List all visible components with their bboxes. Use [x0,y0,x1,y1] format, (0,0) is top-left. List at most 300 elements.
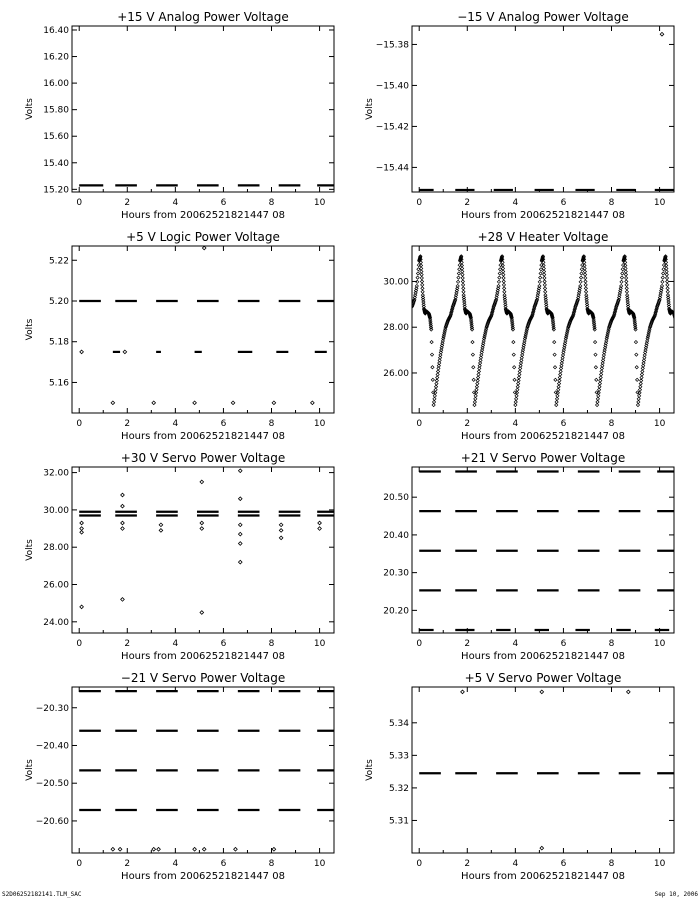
data-point [666,290,669,293]
y-tick-label: −20.60 [35,816,69,827]
chart-title: +5 V Servo Power Voltage [464,671,622,685]
data-point [683,359,686,362]
chart-title: −15 V Analog Power Voltage [457,10,629,24]
data-point [497,280,500,283]
data-point [456,280,459,283]
x-tick-label: 4 [172,419,179,429]
data-layer [419,472,674,630]
x-tick-label: 6 [220,198,227,208]
data-point [121,493,125,497]
data-point [80,605,84,609]
data-point [474,394,477,397]
y-tick-label: 28.00 [43,543,69,554]
data-point [111,401,115,405]
x-tick-label: 6 [560,198,567,208]
data-point [420,273,423,276]
data-point [557,382,560,385]
data-point [553,353,556,356]
data-point [688,333,691,336]
data-point [660,32,664,36]
data-point [434,388,437,391]
y-tick-label: −15.40 [375,81,409,92]
data-point [543,287,546,290]
data-point [498,276,501,279]
data-point [579,280,582,283]
x-tick-label: 6 [560,859,567,869]
y-axis-label: Volts [25,759,35,781]
data-point [80,350,84,354]
data-point [584,287,587,290]
data-point [473,403,476,406]
data-point [665,276,668,279]
y-tick-label: 5.33 [388,751,409,762]
y-tick-label: 5.18 [48,337,69,348]
data-point [634,340,637,343]
x-tick-label: 2 [464,419,471,429]
x-axis-label: Hours from 20062521821447 08 [461,871,625,882]
data-point [311,401,315,405]
data-point [421,283,424,286]
data-point [695,311,698,314]
data-point [553,366,556,369]
y-tick-label: 20.50 [383,493,409,504]
data-point [696,307,699,310]
data-point [476,379,479,382]
x-tick-label: 0 [416,639,423,649]
data-point [696,308,699,311]
data-point [544,290,547,293]
data-point [555,397,558,400]
data-point [416,280,419,283]
data-point [436,373,439,376]
data-point [557,388,560,391]
x-tick-label: 8 [608,198,615,208]
x-tick-label: 10 [653,419,666,429]
x-tick-label: 0 [416,198,423,208]
y-tick-label: −20.50 [35,779,69,790]
data-point [430,353,433,356]
data-point [200,527,204,531]
data-point [640,373,643,376]
data-point [159,523,163,527]
data-layer [419,32,674,190]
data-point [502,283,505,286]
data-point [679,391,682,394]
data-point [436,376,439,379]
data-point [687,337,690,340]
x-tick-label: 4 [512,419,519,429]
data-point [635,366,638,369]
x-tick-label: 4 [172,859,179,869]
data-point [638,388,641,391]
data-point [461,283,464,286]
x-tick-label: 10 [313,198,326,208]
x-tick-label: 8 [608,859,615,869]
data-point [517,379,520,382]
data-point [599,379,602,382]
data-point [598,385,601,388]
data-point [554,378,557,381]
data-point [518,370,521,373]
data-point [475,385,478,388]
data-point [318,527,322,531]
data-point [681,373,684,376]
y-tick-label: 5.34 [388,718,409,729]
x-axis-label: Hours from 20062521821447 08 [121,431,285,442]
data-point [624,273,627,276]
data-point [559,370,562,373]
x-tick-label: 0 [416,419,423,429]
plot-frame [72,26,334,192]
data-point [416,272,419,275]
y-tick-label: −15.38 [375,40,409,51]
plot-frame [412,687,674,853]
data-point [80,521,84,525]
x-axis-label: Hours from 20062521821447 08 [121,871,285,882]
data-point [433,397,436,400]
y-tick-label: −15.42 [375,122,409,133]
y-tick-label: 26.00 [43,580,69,591]
y-tick-label: 5.16 [48,378,69,389]
data-point [640,376,643,379]
data-point [678,400,681,403]
data-point [593,340,596,343]
data-point [686,342,689,345]
data-point [272,401,276,405]
data-point [640,379,643,382]
data-point [620,276,623,279]
data-point [111,847,115,851]
data-point [462,290,465,293]
data-point [503,287,506,290]
x-tick-label: 4 [172,639,179,649]
data-point [159,529,163,533]
data-layer [419,690,674,850]
data-point [661,280,664,283]
data-point [457,276,460,279]
data-point [579,276,582,279]
data-point [202,847,206,851]
y-tick-label: 15.80 [43,105,69,116]
data-point [502,276,505,279]
data-point [234,847,238,851]
x-tick-label: 10 [313,419,326,429]
data-point [637,397,640,400]
data-point [279,523,283,527]
chart-panel [365,10,674,221]
data-point [681,376,684,379]
data-layer [79,246,334,404]
data-point [193,401,197,405]
y-tick-label: 5.32 [388,783,409,794]
x-tick-label: 2 [124,198,131,208]
x-tick-label: 8 [268,859,275,869]
data-point [432,403,435,406]
data-point [152,401,156,405]
data-point [200,480,204,484]
chart-title: +30 V Servo Power Voltage [120,451,286,465]
data-point [584,276,587,279]
data-point [665,273,668,276]
plot-frame [412,26,674,192]
data-point [538,280,541,283]
data-point [121,598,125,602]
data-point [556,394,559,397]
data-point [272,847,276,851]
y-tick-label: −15.44 [375,163,409,174]
x-axis-label: Hours from 20062521821447 08 [121,651,285,662]
data-point [625,287,628,290]
data-point [691,320,694,323]
data-point [597,388,600,391]
x-tick-label: 4 [512,639,519,649]
data-point [595,378,598,381]
data-point [596,397,599,400]
data-point [625,276,628,279]
chart-panel [25,230,334,442]
data-point [677,403,680,406]
data-point [502,273,505,276]
data-point [513,378,516,381]
data-point [200,611,204,615]
data-point [680,385,683,388]
data-point [682,367,685,370]
data-point [80,527,84,531]
data-point [193,847,197,851]
data-point [543,283,546,286]
data-point [457,272,460,275]
data-point [685,346,688,349]
data-point [584,290,587,293]
data-point [502,280,505,283]
data-point [516,385,519,388]
data-point [584,283,587,286]
data-point [476,382,479,385]
x-tick-label: 10 [653,198,666,208]
x-tick-label: 2 [124,419,131,429]
y-tick-label: 32.00 [43,468,69,479]
data-point [434,385,437,388]
data-point [238,469,242,473]
data-point [684,351,687,354]
data-point [641,370,644,373]
data-point [516,388,519,391]
data-point [676,353,679,356]
x-tick-label: 10 [313,859,326,869]
y-tick-label: 20.30 [383,568,409,579]
data-point [678,397,681,400]
data-point [515,397,518,400]
data-point [518,373,521,376]
data-point [662,272,665,275]
data-point [461,280,464,283]
x-tick-label: 2 [464,639,471,649]
data-point [665,270,668,273]
file-label: S2D06252182141.TLM_SAC [2,891,82,898]
data-point [80,530,84,534]
data-point [543,276,546,279]
data-point [692,317,695,320]
data-point [539,276,542,279]
data-point [472,366,475,369]
x-tick-label: 6 [560,639,567,649]
data-point [152,847,156,851]
y-tick-label: −20.40 [35,741,69,752]
data-point [420,276,423,279]
data-point [502,270,505,273]
data-point [477,373,480,376]
data-point [583,273,586,276]
x-tick-label: 0 [76,639,83,649]
data-point [512,340,515,343]
data-point [430,340,433,343]
y-axis-label: Volts [25,98,35,120]
x-tick-label: 8 [268,198,275,208]
data-point [238,532,242,536]
x-tick-label: 2 [464,859,471,869]
data-point [639,385,642,388]
data-point [472,378,475,381]
data-point [688,329,691,332]
data-point [517,376,520,379]
data-point [686,339,689,342]
x-tick-label: 2 [464,198,471,208]
data-point [231,401,235,405]
data-point [594,353,597,356]
data-point [461,273,464,276]
chart-title: +21 V Servo Power Voltage [460,451,626,465]
chart-title: +5 V Logic Power Voltage [126,230,280,244]
data-point [675,326,678,329]
data-point [471,353,474,356]
data-point [694,313,697,316]
x-tick-label: 10 [653,639,666,649]
data-point [687,335,690,338]
y-axis-label: Volts [25,318,35,341]
data-point [693,316,696,319]
data-point [685,348,688,351]
y-tick-label: 16.20 [43,52,69,63]
x-tick-label: 8 [608,419,615,429]
data-point [637,400,640,403]
data-point [694,314,697,317]
data-point [690,323,693,326]
data-point [621,272,624,275]
data-point [461,690,465,694]
x-tick-label: 8 [608,639,615,649]
data-point [684,356,687,359]
data-point [675,340,678,343]
x-axis-label: Hours from 20062521821447 08 [461,210,625,221]
data-point [694,315,697,318]
data-point [666,280,669,283]
data-point [695,310,698,313]
data-point [462,287,465,290]
y-tick-label: 24.00 [43,617,69,628]
data-point [559,373,562,376]
y-tick-label: 5.31 [388,816,409,827]
y-tick-label: 16.40 [43,25,69,36]
y-tick-label: 26.00 [383,368,409,379]
y-tick-label: −20.30 [35,703,69,714]
plot-frame [72,467,334,633]
data-point [513,366,516,369]
data-point [473,400,476,403]
data-point [555,400,558,403]
y-tick-label: 5.22 [48,256,69,267]
data-point [636,403,639,406]
x-tick-label: 0 [416,859,423,869]
x-axis-label: Hours from 20062521821447 08 [121,210,285,221]
data-point [692,318,695,321]
data-point [121,521,125,525]
x-tick-label: 6 [220,639,227,649]
data-point [558,376,561,379]
data-point [661,276,664,279]
data-point [517,382,520,385]
y-tick-label: 30.00 [43,505,69,516]
data-point [238,497,242,501]
data-point [118,847,122,851]
data-point [679,388,682,391]
data-point [435,382,438,385]
x-tick-label: 10 [313,639,326,649]
x-tick-label: 6 [560,419,567,429]
data-point [432,400,435,403]
data-point [514,400,517,403]
data-point [635,353,638,356]
data-point [238,523,242,527]
x-tick-label: 0 [76,859,83,869]
data-point [431,378,434,381]
data-point [558,379,561,382]
data-point [689,326,692,329]
data-point [692,319,695,322]
data-point [514,403,517,406]
data-point [676,378,679,381]
data-point [238,560,242,564]
y-axis-label: Volts [365,98,375,120]
y-tick-label: 20.20 [383,606,409,617]
data-point [599,373,602,376]
chart-title: +28 V Heater Voltage [477,230,609,244]
data-point [680,382,683,385]
data-point [594,366,597,369]
y-tick-label: 15.40 [43,158,69,169]
chart-panel [383,451,674,662]
data-layer [79,691,334,851]
x-tick-label: 10 [653,859,666,869]
data-point [625,283,628,286]
x-axis-label: Hours from 20062521821447 08 [461,431,625,442]
x-tick-label: 4 [172,198,179,208]
y-tick-label: 15.60 [43,132,69,143]
chart-panel [25,451,334,662]
data-point [595,403,598,406]
data-point [682,370,685,373]
plot-frame [72,246,334,413]
data-point [433,394,436,397]
data-point [627,690,631,694]
x-tick-label: 4 [512,198,519,208]
x-tick-label: 8 [268,419,275,429]
data-point [279,536,283,540]
data-point [677,391,680,394]
data-point [689,328,692,331]
data-point [682,364,685,367]
data-point [688,331,691,334]
data-point [461,270,464,273]
